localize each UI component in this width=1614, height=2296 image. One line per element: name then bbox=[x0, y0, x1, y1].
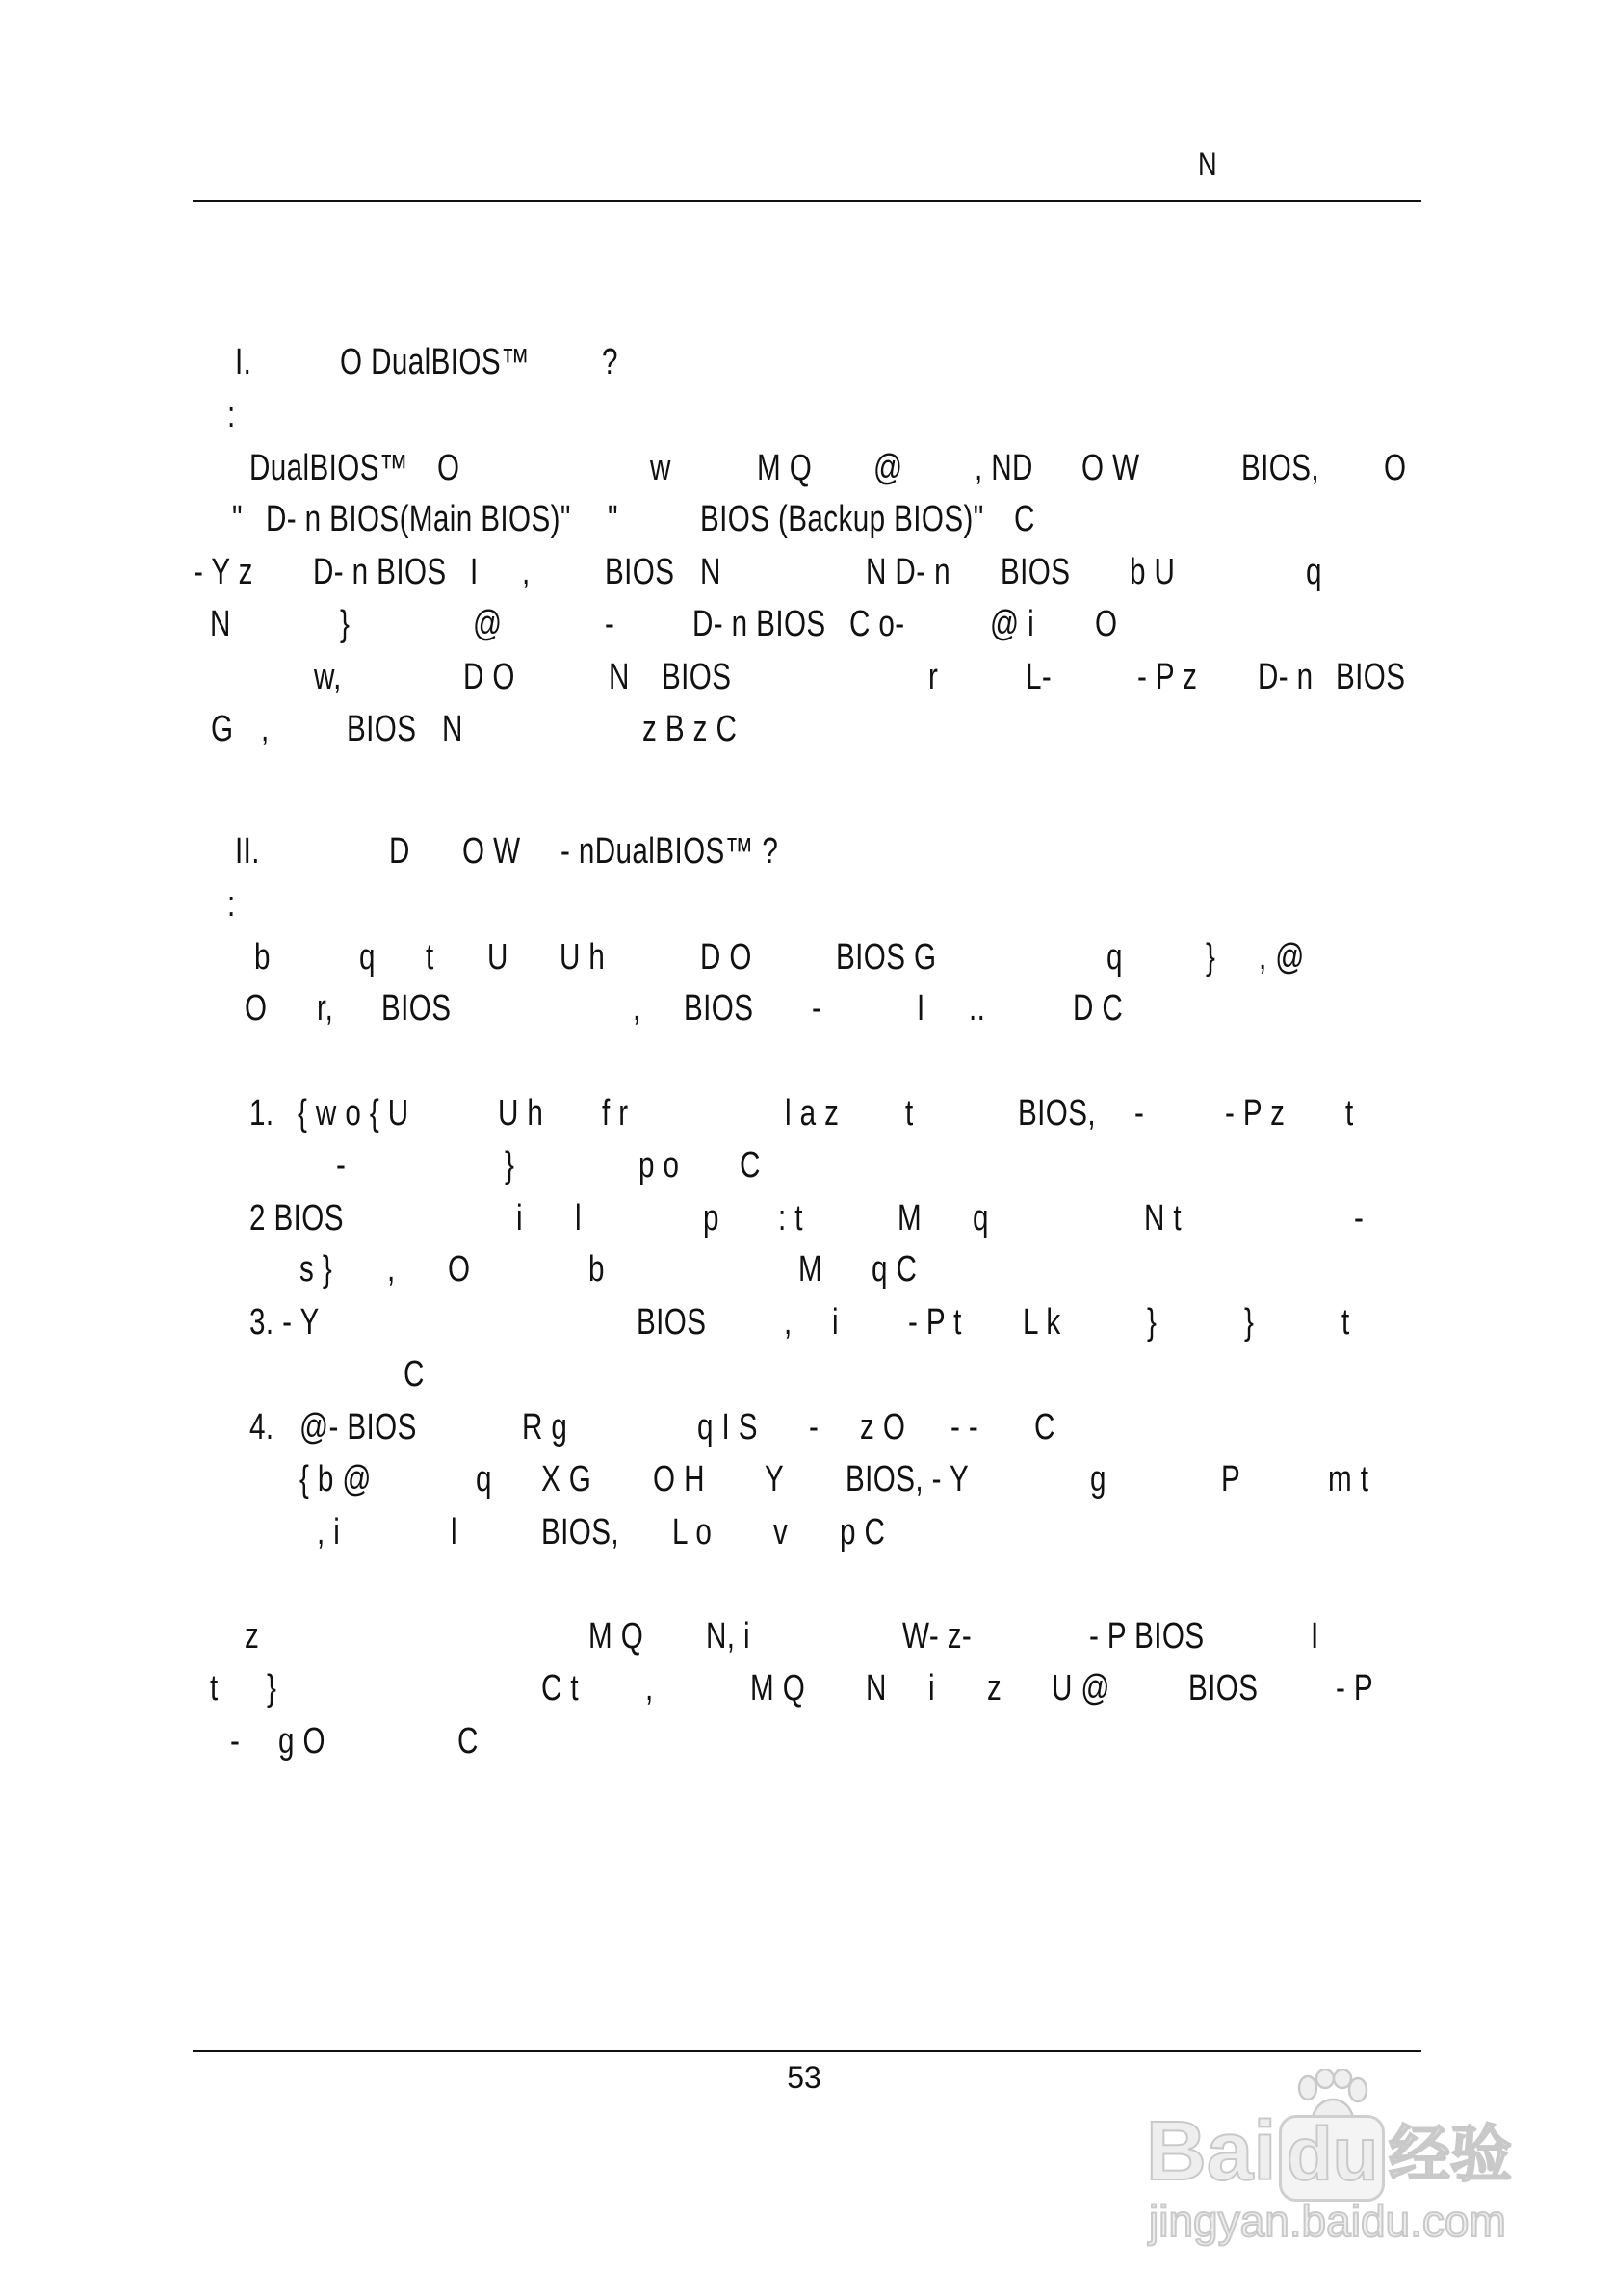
text-fragment: I bbox=[917, 988, 925, 1029]
text-fragment: r, bbox=[317, 988, 334, 1029]
text-line bbox=[0, 1409, 1614, 1446]
text-fragment: N bbox=[442, 709, 463, 749]
text-line bbox=[0, 1670, 1614, 1707]
text-line bbox=[0, 1356, 1614, 1393]
text-fragment: @ bbox=[473, 604, 503, 644]
text-fragment: N bbox=[866, 1668, 887, 1709]
text-fragment: i bbox=[928, 1668, 935, 1709]
text-fragment: t bbox=[1345, 1093, 1354, 1134]
text-fragment: D- n BIOS bbox=[313, 552, 447, 592]
text-line bbox=[0, 833, 1614, 870]
text-fragment: BIOS, bbox=[1018, 1093, 1097, 1134]
text-fragment: O bbox=[1384, 448, 1407, 488]
text-line bbox=[0, 1514, 1614, 1551]
text-fragment: C bbox=[1014, 499, 1035, 539]
text-fragment: D C bbox=[1073, 988, 1124, 1029]
text-fragment: w, bbox=[314, 657, 342, 697]
text-fragment: , bbox=[784, 1302, 793, 1343]
text-fragment: C bbox=[404, 1354, 425, 1395]
text-fragment: - P z bbox=[1137, 657, 1198, 697]
text-line bbox=[0, 1461, 1614, 1498]
text-fragment: g O bbox=[278, 1721, 325, 1761]
text-fragment: L o bbox=[672, 1512, 713, 1552]
text-fragment: r bbox=[928, 657, 939, 697]
text-fragment: f r bbox=[602, 1093, 629, 1134]
text-fragment: b bbox=[588, 1249, 605, 1290]
text-fragment: BIOS bbox=[662, 657, 732, 697]
text-fragment: b bbox=[254, 937, 271, 978]
text-fragment: N bbox=[210, 604, 231, 644]
text-fragment: q I S bbox=[697, 1407, 758, 1448]
text-fragment: l a z bbox=[785, 1093, 840, 1134]
text-fragment: l bbox=[575, 1198, 582, 1239]
text-fragment: C o- bbox=[849, 604, 905, 644]
text-fragment: - P bbox=[1336, 1668, 1374, 1709]
watermark-product: 经验 bbox=[1389, 2120, 1512, 2189]
text-fragment: t bbox=[905, 1093, 914, 1134]
text-fragment: w bbox=[650, 448, 671, 488]
text-fragment: - bbox=[809, 1407, 820, 1448]
text-fragment: - bbox=[812, 988, 822, 1029]
text-fragment: I. bbox=[235, 342, 252, 382]
watermark-brand-right: du bbox=[1287, 2111, 1379, 2196]
text-fragment: M Q bbox=[588, 1616, 644, 1657]
header-rule bbox=[193, 200, 1421, 202]
text-fragment: U h bbox=[498, 1093, 544, 1134]
text-fragment: N bbox=[609, 657, 630, 697]
text-fragment: - - bbox=[950, 1407, 979, 1448]
text-fragment: M bbox=[798, 1249, 823, 1290]
text-fragment: O bbox=[245, 988, 268, 1029]
watermark-url: jingyan.baidu.com bbox=[1149, 2196, 1506, 2246]
text-fragment: @- BIOS bbox=[299, 1407, 417, 1448]
text-fragment: " bbox=[608, 499, 618, 539]
text-fragment: 2 BIOS bbox=[249, 1198, 344, 1239]
text-fragment: D O bbox=[463, 657, 515, 697]
text-fragment: U h bbox=[560, 937, 606, 978]
text-fragment: O bbox=[437, 448, 460, 488]
text-fragment: U bbox=[487, 937, 508, 978]
text-fragment: - P t bbox=[908, 1302, 962, 1343]
text-fragment: : bbox=[227, 395, 236, 435]
text-fragment: - P BIOS bbox=[1089, 1616, 1205, 1657]
text-fragment: t bbox=[210, 1668, 219, 1709]
text-fragment: BIOS bbox=[1001, 552, 1071, 592]
text-fragment: N D- n bbox=[866, 552, 950, 592]
text-line bbox=[0, 939, 1614, 976]
text-fragment: BIOS, bbox=[1241, 448, 1320, 488]
text-fragment: q bbox=[1306, 552, 1322, 592]
page-number: 53 bbox=[787, 2060, 821, 2095]
text-fragment: } bbox=[1244, 1302, 1255, 1343]
text-line bbox=[0, 1147, 1614, 1184]
text-fragment: X G bbox=[541, 1459, 592, 1500]
text-fragment: - bbox=[1354, 1198, 1365, 1239]
text-fragment: i bbox=[832, 1302, 839, 1343]
text-fragment: I bbox=[1311, 1616, 1319, 1657]
text-fragment: O W bbox=[1081, 448, 1140, 488]
text-fragment: BIOS bbox=[347, 709, 417, 749]
text-fragment: BIOS bbox=[605, 552, 675, 592]
text-fragment: z B z C bbox=[642, 709, 738, 749]
text-fragment: 1. bbox=[249, 1093, 274, 1134]
text-fragment: BIOS, - Y bbox=[846, 1459, 970, 1500]
text-fragment: { w o { U bbox=[298, 1093, 409, 1134]
text-fragment: } bbox=[505, 1145, 515, 1186]
text-fragment: } bbox=[340, 604, 351, 644]
text-fragment: , bbox=[645, 1668, 654, 1709]
text-fragment: { b @ bbox=[299, 1459, 372, 1500]
watermark-brand-left: Bai bbox=[1146, 2104, 1277, 2198]
text-fragment: D- n BIOS bbox=[692, 604, 826, 644]
text-fragment: t bbox=[1341, 1302, 1350, 1343]
text-fragment: - nDualBIOS™ ? bbox=[560, 831, 779, 872]
text-fragment: O DualBIOS™ bbox=[340, 342, 531, 382]
text-fragment: 3. - Y bbox=[249, 1302, 320, 1343]
text-fragment: z bbox=[987, 1668, 1002, 1709]
text-fragment: O bbox=[1095, 604, 1118, 644]
text-fragment: R g bbox=[522, 1407, 568, 1448]
text-line bbox=[0, 554, 1614, 590]
text-fragment: BIOS bbox=[1336, 657, 1406, 697]
text-fragment: q bbox=[359, 937, 376, 978]
text-fragment: , bbox=[387, 1249, 396, 1290]
text-fragment: BIOS bbox=[684, 988, 754, 1029]
text-line bbox=[0, 1200, 1614, 1237]
text-fragment: D- n bbox=[1258, 657, 1314, 697]
running-header: N bbox=[1198, 146, 1217, 183]
text-fragment: O bbox=[448, 1249, 471, 1290]
text-line bbox=[0, 1723, 1614, 1760]
text-fragment: - bbox=[336, 1145, 347, 1186]
text-fragment: W- z- bbox=[902, 1616, 973, 1657]
text-fragment: s } bbox=[299, 1249, 333, 1290]
text-fragment: Y bbox=[765, 1459, 785, 1500]
text-fragment: DualBIOS™ bbox=[249, 448, 408, 488]
text-line bbox=[0, 397, 1614, 433]
text-fragment: P bbox=[1221, 1459, 1241, 1500]
text-fragment: BIOS (Backup BIOS)" bbox=[700, 499, 984, 539]
text-fragment: : t bbox=[778, 1198, 803, 1239]
text-fragment: : bbox=[227, 884, 236, 925]
text-fragment: q bbox=[476, 1459, 492, 1500]
text-fragment: M Q bbox=[757, 448, 813, 488]
text-fragment: } bbox=[1206, 937, 1216, 978]
text-fragment: N t bbox=[1144, 1198, 1183, 1239]
text-fragment: BIOS, bbox=[541, 1512, 620, 1552]
text-line bbox=[0, 344, 1614, 380]
text-fragment: C t bbox=[541, 1668, 580, 1709]
text-fragment: l bbox=[451, 1512, 457, 1552]
text-fragment: L k bbox=[1023, 1302, 1061, 1343]
text-fragment: q bbox=[1106, 937, 1123, 978]
text-fragment: p C bbox=[840, 1512, 886, 1552]
text-fragment: O W bbox=[462, 831, 521, 872]
text-fragment: I bbox=[470, 552, 479, 592]
text-fragment: q bbox=[973, 1198, 989, 1239]
text-fragment: , @ bbox=[1259, 937, 1305, 978]
text-fragment: - P z bbox=[1225, 1093, 1286, 1134]
text-fragment: C bbox=[457, 1721, 479, 1761]
text-fragment: .. bbox=[969, 988, 986, 1029]
text-fragment: D O bbox=[700, 937, 752, 978]
text-fragment: z O bbox=[860, 1407, 906, 1448]
text-fragment: m t bbox=[1328, 1459, 1369, 1500]
text-fragment: O H bbox=[653, 1459, 705, 1500]
footer-rule bbox=[193, 2050, 1421, 2052]
text-fragment: BIOS bbox=[637, 1302, 707, 1343]
text-fragment: @ i bbox=[990, 604, 1035, 644]
text-fragment: , bbox=[633, 988, 641, 1029]
text-fragment: i bbox=[516, 1198, 523, 1239]
text-line bbox=[0, 501, 1614, 537]
text-fragment: p o bbox=[638, 1145, 680, 1186]
text-fragment: ? bbox=[602, 342, 618, 382]
text-line bbox=[0, 1304, 1614, 1341]
text-fragment: - bbox=[1134, 1093, 1145, 1134]
text-fragment: N bbox=[700, 552, 721, 592]
text-fragment: g bbox=[1090, 1459, 1106, 1500]
text-fragment: D bbox=[389, 831, 410, 872]
text-fragment: , bbox=[261, 709, 270, 749]
text-fragment: C bbox=[1034, 1407, 1055, 1448]
text-fragment: } bbox=[267, 1668, 277, 1709]
text-line bbox=[0, 450, 1614, 486]
text-fragment: @ bbox=[873, 448, 903, 488]
text-fragment: N, i bbox=[706, 1616, 751, 1657]
text-fragment: b U bbox=[1130, 552, 1176, 592]
text-fragment: v bbox=[773, 1512, 789, 1552]
text-line bbox=[0, 606, 1614, 642]
text-fragment: - bbox=[230, 1721, 241, 1761]
text-fragment: M bbox=[898, 1198, 923, 1239]
text-line bbox=[0, 990, 1614, 1027]
text-fragment: p bbox=[703, 1198, 719, 1239]
text-fragment: II. bbox=[235, 831, 260, 872]
text-fragment: - bbox=[605, 604, 615, 644]
text-fragment: U @ bbox=[1052, 1668, 1110, 1709]
text-fragment: q C bbox=[872, 1249, 918, 1290]
text-fragment: C bbox=[740, 1145, 761, 1186]
text-line bbox=[0, 1095, 1614, 1132]
text-fragment: z bbox=[245, 1616, 260, 1657]
text-fragment: G bbox=[211, 709, 234, 749]
text-line bbox=[0, 886, 1614, 923]
text-fragment: } bbox=[1147, 1302, 1158, 1343]
text-fragment: , ND bbox=[975, 448, 1033, 488]
text-fragment: BIOS bbox=[381, 988, 452, 1029]
text-fragment: - Y z bbox=[194, 552, 253, 592]
text-fragment: D- n BIOS(Main BIOS)" bbox=[266, 499, 571, 539]
text-fragment: 4. bbox=[249, 1407, 274, 1448]
text-fragment: L- bbox=[1026, 657, 1053, 697]
text-fragment: , i bbox=[317, 1512, 341, 1552]
text-line bbox=[0, 659, 1614, 695]
text-fragment: t bbox=[426, 937, 434, 978]
text-line bbox=[0, 1251, 1614, 1288]
text-fragment: BIOS bbox=[1188, 1668, 1259, 1709]
text-line bbox=[0, 711, 1614, 747]
text-fragment: M Q bbox=[750, 1668, 806, 1709]
text-fragment: " bbox=[232, 499, 243, 539]
text-fragment: BIOS G bbox=[836, 937, 937, 978]
text-fragment: , bbox=[522, 552, 531, 592]
text-line bbox=[0, 1618, 1614, 1655]
